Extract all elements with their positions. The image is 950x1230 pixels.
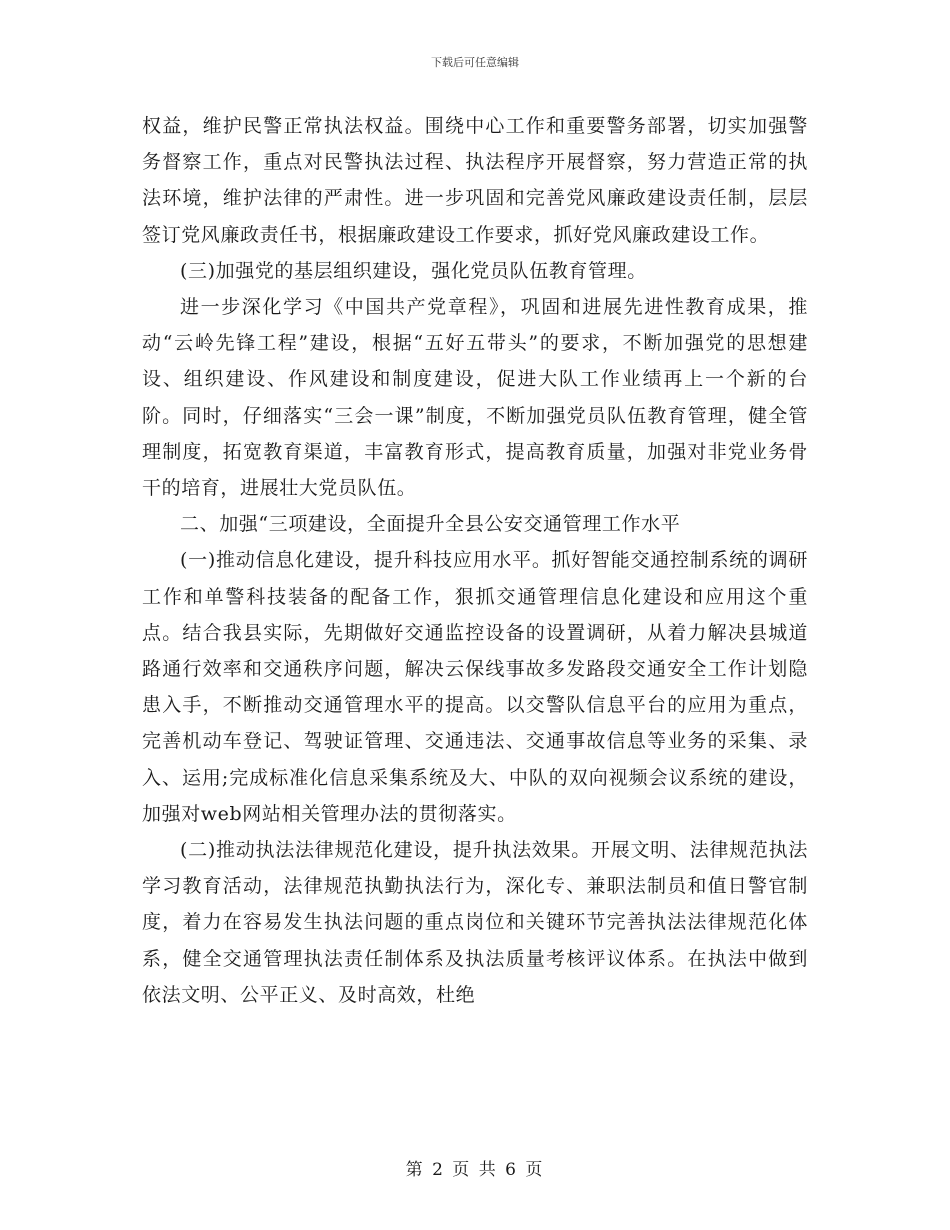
paragraph-6: (二)推动执法法律规范化建设，提升执法效果。开展文明、法律规范执法学习教育活动，法律规范执勤执法行为，深化专、兼职法制员和值日警官制度，着力在容易发生执法问题的重点岗位和关键环节完善执法法律规范化体系，健全交通管理执法责任制体系及执法质量考核评议体系。在执法中做到依法文明、公平正义、及时高效，杜绝	[142, 839, 808, 1006]
paragraph-2: (三)加强党的基层组织建设，强化党员队伍教育管理。	[180, 259, 647, 282]
document-body	[142, 108, 808, 1013]
paragraph-5: (一)推动信息化建设，提升科技应用水平。抓好智能交通控制系统的调研工作和单警科技装备的配备工作，狠抓交通管理信息化建设和应用这个重点。结合我县实际，先期做好交通监控设备的设置调研，从着力解决县城道路通行效率和交通秩序问题，解决云保线事故多发路段交通安全工作计划隐患入手，不断推动交通管理水平的提高。以交警队信息平台的应用为重点，完善机动车登记、驾驶证管理、交通违法、交通事故信息等业务的采集、录入、运用;完成标准化信息采集系统及大、中队的双向视频会议系统的建设，加强对web网站相关管理办法的贯彻落实。	[142, 549, 808, 825]
page-header-note: 下载后可任意编辑	[431, 56, 519, 69]
page-number: 第 2 页 共 6 页	[405, 1160, 545, 1180]
paragraph-4: 二、加强“三项建设，全面提升全县公安交通管理工作水平	[180, 513, 681, 536]
paragraph-3: 进一步深化学习《中国共产党章程》，巩固和进展先进性教育成果，推动“云岭先锋工程”建设，根据“五好五带头”的要求，不断加强党的思想建设、组织建设、作风建设和制度建设，促进大队工作业绩再上一个新的台阶。同时，仔细落实“三会一课”制度，不断加强党员队伍教育管理，健全管理制度，拓宽教育渠道，丰富教育形式，提高教育质量，加强对非党业务骨干的培育，进展壮大党员队伍。	[142, 296, 808, 500]
paragraph-1: 权益，维护民警正常执法权益。围绕中心工作和重要警务部署，切实加强警务督察工作，重点对民警执法过程、执法程序开展督察，努力营造正常的执法环境，维护法律的严肃性。进一步巩固和完善党风廉政建设责任制，层层签订党风廉政责任书，根据廉政建设工作要求，抓好党风廉政建设工作。	[142, 115, 808, 246]
